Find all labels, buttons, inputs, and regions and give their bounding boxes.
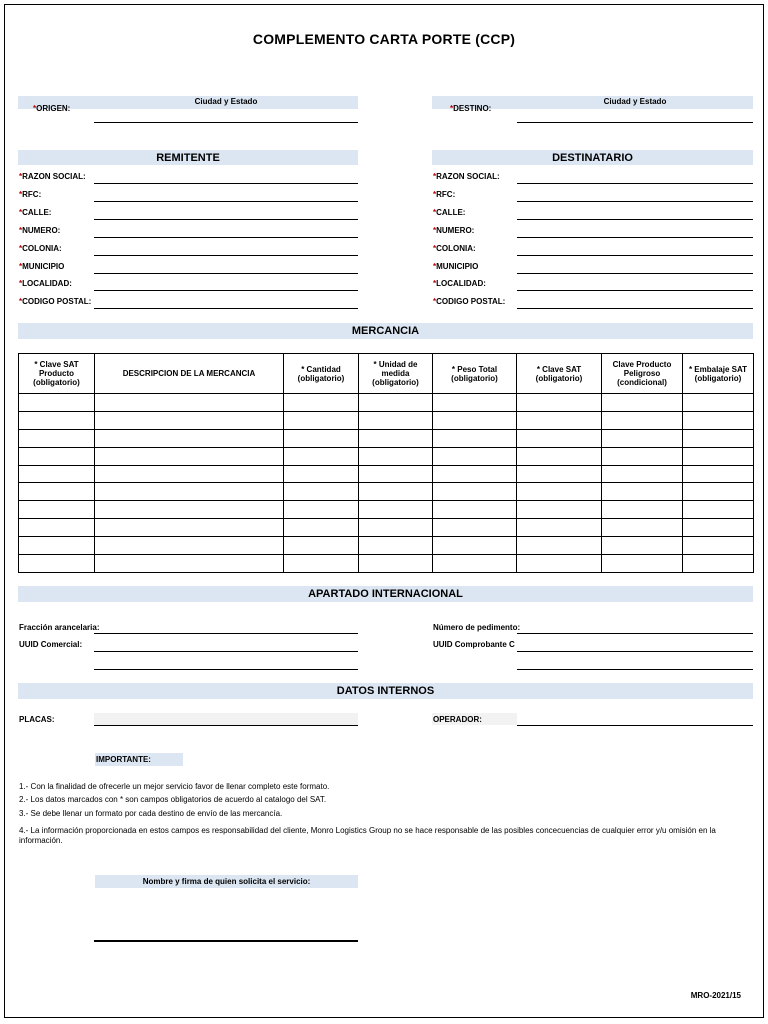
destinatario-field-input[interactable]	[517, 308, 753, 309]
destinatario-field-input[interactable]	[517, 255, 753, 256]
destinatario-field-label	[433, 244, 476, 254]
required-mark: *	[433, 261, 437, 271]
table-cell[interactable]	[95, 483, 284, 501]
table-cell[interactable]	[284, 411, 359, 429]
table-row	[19, 429, 754, 447]
destinatario-field-label	[433, 262, 478, 272]
table-cell[interactable]	[359, 429, 433, 447]
required-mark: *	[433, 172, 437, 181]
mercancia-table	[18, 353, 754, 573]
col-peso-total: * Peso Total (obligatorio)	[433, 354, 517, 394]
table-cell[interactable]	[19, 519, 95, 537]
uuid-comprobante-field[interactable]	[517, 651, 753, 652]
remitente-field-label-text: CODIGO POSTAL:	[22, 297, 92, 307]
table-cell[interactable]	[602, 429, 683, 447]
table-cell[interactable]	[284, 501, 359, 519]
table-cell[interactable]	[284, 429, 359, 447]
table-cell[interactable]	[517, 555, 602, 573]
table-cell[interactable]	[602, 447, 683, 465]
table-cell[interactable]	[602, 465, 683, 483]
note-2: 2.- Los datos marcados con * son campos obligatorios de acuerdo al catalogo del SAT.	[19, 795, 327, 804]
uuid-comprobante-field-2[interactable]	[517, 669, 753, 670]
col-cantidad: * Cantidad (obligatorio)	[284, 354, 359, 394]
table-cell[interactable]	[433, 411, 517, 429]
required-mark: *	[33, 104, 37, 113]
operador-label: OPERADOR:	[433, 715, 482, 724]
remitente-field-input[interactable]	[94, 308, 358, 309]
table-cell[interactable]	[95, 519, 284, 537]
table-cell[interactable]	[284, 465, 359, 483]
table-row	[19, 519, 754, 537]
pedimento-field[interactable]	[517, 633, 753, 634]
table-row	[19, 501, 754, 519]
placas-field-bg	[94, 713, 358, 725]
required-mark: *	[19, 261, 23, 271]
table-cell[interactable]	[284, 555, 359, 573]
table-cell[interactable]	[19, 411, 95, 429]
destinatario-field-label-text: RAZON SOCIAL:	[436, 172, 500, 181]
table-row	[19, 483, 754, 501]
table-cell[interactable]	[683, 429, 754, 447]
table-cell[interactable]	[602, 394, 683, 412]
uuid-comprobante-label: UUID Comprobante C	[433, 640, 515, 649]
table-cell[interactable]	[517, 411, 602, 429]
table-cell[interactable]	[683, 411, 754, 429]
table-cell[interactable]	[433, 537, 517, 555]
destinatario-field-input[interactable]	[517, 219, 753, 220]
internacional-title: APARTADO INTERNACIONAL	[308, 588, 463, 600]
origin-label	[33, 104, 70, 114]
table-cell[interactable]	[359, 537, 433, 555]
table-cell[interactable]	[359, 555, 433, 573]
remitente-field-label	[19, 297, 91, 307]
table-cell[interactable]	[19, 555, 95, 573]
table-cell[interactable]	[19, 483, 95, 501]
table-cell[interactable]	[95, 555, 284, 573]
col-descripcion: DESCRIPCION DE LA MERCANCIA	[95, 354, 284, 394]
table-cell[interactable]	[517, 537, 602, 555]
table-cell[interactable]	[19, 394, 95, 412]
destinatario-field-label-text: CODIGO POSTAL:	[436, 297, 506, 307]
destinatario-field-label	[433, 297, 505, 307]
dest-hint: Ciudad y Estado	[603, 97, 667, 106]
uuid-comercial-field-2[interactable]	[94, 669, 358, 670]
remitente-field-input[interactable]	[94, 273, 358, 274]
table-cell[interactable]	[517, 519, 602, 537]
table-cell[interactable]	[95, 537, 284, 555]
table-cell[interactable]	[95, 429, 284, 447]
table-cell[interactable]	[433, 483, 517, 501]
table-cell[interactable]	[284, 483, 359, 501]
required-mark: *	[433, 243, 437, 253]
remitente-field-input[interactable]	[94, 219, 358, 220]
remitente-field-label	[19, 262, 64, 272]
col-embalaje-sat: * Embalaje SAT (obligatorio)	[683, 354, 754, 394]
remitente-field-input[interactable]	[94, 290, 358, 291]
table-cell[interactable]	[683, 555, 754, 573]
remitente-field-input[interactable]	[94, 201, 358, 202]
signature-line[interactable]	[94, 940, 358, 942]
remitente-field-label	[19, 190, 41, 200]
destinatario-field-input[interactable]	[517, 183, 753, 184]
table-cell[interactable]	[602, 537, 683, 555]
table-cell[interactable]	[517, 429, 602, 447]
origin-field[interactable]	[94, 122, 358, 123]
table-row	[19, 555, 754, 573]
remitente-field-label	[19, 226, 60, 236]
uuid-comercial-field[interactable]	[94, 651, 358, 652]
remitente-field-input[interactable]	[94, 237, 358, 238]
required-mark: *	[433, 279, 437, 289]
table-row	[19, 394, 754, 412]
table-cell[interactable]	[602, 483, 683, 501]
required-mark: *	[19, 189, 23, 199]
table-cell[interactable]	[284, 519, 359, 537]
form-code: MRO-2021/15	[690, 991, 741, 1000]
table-cell[interactable]	[19, 429, 95, 447]
internos-title: DATOS INTERNOS	[336, 685, 435, 697]
table-cell[interactable]	[359, 519, 433, 537]
table-cell[interactable]	[359, 394, 433, 412]
mercancia-title: MERCANCIA	[351, 325, 420, 337]
fraccion-field[interactable]	[94, 633, 358, 634]
table-cell[interactable]	[517, 483, 602, 501]
table-row	[19, 447, 754, 465]
destinatario-field-input[interactable]	[517, 290, 753, 291]
remitente-field-label-text: MUNICIPIO	[22, 261, 65, 271]
destinatario-field-label	[433, 208, 465, 218]
table-cell[interactable]	[683, 537, 754, 555]
table-cell[interactable]	[683, 465, 754, 483]
table-cell[interactable]	[359, 501, 433, 519]
destinatario-field-input[interactable]	[517, 201, 753, 202]
destinatario-field-label-text: NUMERO:	[436, 225, 475, 235]
required-mark: *	[19, 279, 23, 289]
destinatario-field-label-text: LOCALIDAD:	[436, 279, 486, 289]
col-clave-peligroso: Clave Producto Peligroso (condicional)	[602, 354, 683, 394]
table-cell[interactable]	[683, 447, 754, 465]
table-cell[interactable]	[683, 519, 754, 537]
table-cell[interactable]	[19, 537, 95, 555]
mercancia-header-row	[19, 354, 754, 394]
required-mark: *	[19, 207, 23, 217]
table-cell[interactable]	[602, 519, 683, 537]
remitente-field-label-text: RAZON SOCIAL:	[22, 172, 86, 181]
required-mark: *	[19, 225, 23, 235]
note-1: 1.- Con la finalidad de ofrecerle un mejor servicio favor de llenar completo este formato.	[19, 782, 330, 791]
importante-label: IMPORTANTE:	[95, 753, 183, 766]
table-row	[19, 537, 754, 555]
remitente-field-label	[19, 208, 51, 218]
required-mark: *	[433, 297, 437, 307]
col-clave-sat-producto: * Clave SAT Producto (obligatorio)	[19, 354, 95, 394]
table-cell[interactable]	[95, 394, 284, 412]
table-cell[interactable]	[95, 501, 284, 519]
table-cell[interactable]	[433, 519, 517, 537]
form-page	[4, 4, 764, 1018]
destinatario-field-label	[433, 172, 500, 182]
uuid-comercial-label: UUID Comercial:	[19, 640, 83, 649]
table-cell[interactable]	[517, 394, 602, 412]
table-cell[interactable]	[683, 483, 754, 501]
dest-label-text: DESTINO:	[453, 104, 492, 113]
remitente-field-label	[19, 279, 72, 289]
remitente-title: REMITENTE	[156, 152, 220, 164]
table-cell[interactable]	[359, 411, 433, 429]
required-mark: *	[433, 189, 437, 199]
placas-label: PLACAS:	[19, 715, 55, 724]
table-cell[interactable]	[433, 394, 517, 412]
required-mark: *	[433, 207, 437, 217]
destinatario-field-label	[433, 226, 474, 236]
table-cell[interactable]	[602, 555, 683, 573]
table-cell[interactable]	[433, 555, 517, 573]
placas-field[interactable]	[94, 725, 358, 726]
table-row	[19, 465, 754, 483]
dest-field[interactable]	[517, 122, 753, 123]
remitente-field-label-text: LOCALIDAD:	[22, 279, 72, 289]
destinatario-field-label-text: COLONIA:	[436, 243, 476, 253]
remitente-field-input[interactable]	[94, 183, 358, 184]
required-mark: *	[450, 104, 454, 113]
note-3: 3.- Se debe llenar un formato por cada destino de envío de las mercancía.	[19, 809, 283, 818]
destinatario-field-label	[433, 190, 455, 200]
table-row	[19, 411, 754, 429]
fraccion-label: Fracción arancelaria:	[19, 623, 100, 632]
destinatario-field-label	[433, 279, 486, 289]
table-cell[interactable]	[359, 465, 433, 483]
table-cell[interactable]	[683, 394, 754, 412]
col-unidad-medida: * Unidad de medida (obligatorio)	[359, 354, 433, 394]
remitente-field-label	[19, 172, 86, 182]
mercancia-body	[19, 394, 754, 573]
destinatario-field-input[interactable]	[517, 237, 753, 238]
table-cell[interactable]	[359, 483, 433, 501]
destinatario-field-label-text: CALLE:	[436, 207, 466, 217]
table-cell[interactable]	[517, 465, 602, 483]
remitente-field-label-text: RFC:	[22, 189, 42, 199]
destinatario-field-input[interactable]	[517, 273, 753, 274]
signature-label: Nombre y firma de quien solicita el servicio:	[95, 875, 358, 888]
dest-label	[450, 104, 491, 114]
table-cell[interactable]	[284, 394, 359, 412]
remitente-field-input[interactable]	[94, 255, 358, 256]
form-title: COMPLEMENTO CARTA PORTE (CCP)	[252, 31, 516, 47]
destinatario-field-label-text: MUNICIPIO	[436, 261, 479, 271]
remitente-field-label-text: COLONIA:	[22, 243, 62, 253]
remitente-field-label	[19, 244, 62, 254]
table-cell[interactable]	[284, 447, 359, 465]
table-cell[interactable]	[433, 465, 517, 483]
destinatario-title: DESTINATARIO	[552, 152, 633, 164]
table-cell[interactable]	[433, 447, 517, 465]
origin-hint: Ciudad y Estado	[194, 97, 258, 106]
required-mark: *	[19, 243, 23, 253]
table-cell[interactable]	[19, 501, 95, 519]
required-mark: *	[19, 297, 23, 307]
destinatario-field-label-text: RFC:	[436, 189, 456, 199]
table-cell[interactable]	[19, 447, 95, 465]
remitente-field-label-text: CALLE:	[22, 207, 52, 217]
operador-field[interactable]	[517, 725, 753, 726]
required-mark: *	[19, 172, 23, 181]
table-cell[interactable]	[433, 429, 517, 447]
table-cell[interactable]	[517, 447, 602, 465]
table-cell[interactable]	[433, 501, 517, 519]
table-cell[interactable]	[359, 447, 433, 465]
remitente-field-label-text: NUMERO:	[22, 225, 61, 235]
table-cell[interactable]	[19, 465, 95, 483]
table-cell[interactable]	[95, 447, 284, 465]
required-mark: *	[433, 225, 437, 235]
table-cell[interactable]	[95, 465, 284, 483]
note-4: 4.- La información proporcionada en estos campos es responsabilidad del cliente, Monro Logistics Group no se hace responsable de las posibles concecuencias de cualquier error y/u omisión en la información.	[19, 826, 716, 845]
pedimento-label: Número de pedimento:	[433, 623, 521, 632]
origin-label-text: ORIGEN:	[36, 104, 71, 113]
table-cell[interactable]	[602, 411, 683, 429]
col-clave-sat: * Clave SAT (obligatorio)	[517, 354, 602, 394]
table-cell[interactable]	[95, 411, 284, 429]
table-cell[interactable]	[683, 501, 754, 519]
table-cell[interactable]	[517, 501, 602, 519]
table-cell[interactable]	[284, 537, 359, 555]
table-cell[interactable]	[602, 501, 683, 519]
